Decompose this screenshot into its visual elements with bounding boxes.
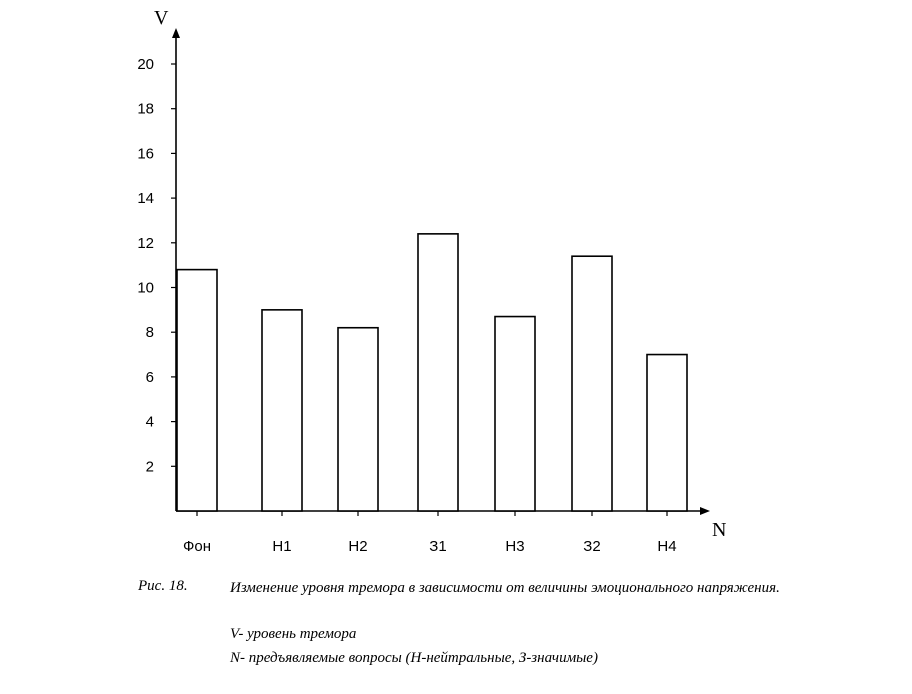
figure-number: Рис. 18. — [138, 578, 188, 594]
x-tick-label: З1 — [429, 538, 447, 555]
x-axis-label: N — [712, 519, 727, 541]
x-tick-label: Фон — [182, 538, 212, 555]
x-tick-label: Н2 — [348, 538, 368, 555]
y-axis-ticks — [137, 56, 176, 475]
bar-3 — [338, 328, 378, 511]
caption-note-n: N- предъявляемые вопросы (Н-нейтральные, З-значимые) — [230, 650, 598, 666]
bar-7 — [647, 355, 687, 511]
x-tick-label: З2 — [583, 538, 601, 555]
x-tick-label: Н3 — [505, 538, 525, 555]
figure-caption: Изменение уровня тремора в зависимости от величины эмоционального напряжения. — [230, 580, 780, 596]
y-axis-label: V — [154, 7, 169, 29]
y-tick-label: 20 — [137, 56, 154, 73]
y-tick-label: 4 — [145, 413, 154, 431]
y-tick-label: 10 — [137, 279, 154, 297]
y-tick-label: 6 — [145, 368, 154, 386]
y-tick-label: 2 — [145, 458, 154, 476]
caption-note-v: V- уровень тремора — [230, 626, 357, 642]
x-axis-tick-labels — [183, 511, 677, 555]
bar-6 — [572, 256, 612, 511]
y-tick-label: 18 — [137, 100, 154, 118]
bar-4 — [418, 234, 458, 511]
x-tick-label: Н4 — [657, 538, 677, 555]
x-axis-arrow — [700, 507, 710, 515]
y-tick-label: 14 — [137, 190, 154, 208]
chart-bars — [177, 234, 687, 511]
bar-2 — [262, 310, 302, 511]
x-tick-label: Н1 — [272, 538, 292, 555]
bar-1 — [177, 270, 217, 511]
y-tick-label: 12 — [137, 234, 154, 252]
y-axis-arrow — [172, 28, 180, 38]
y-tick-label: 16 — [137, 145, 154, 163]
bar-5 — [495, 317, 535, 511]
y-tick-label: 8 — [145, 324, 154, 342]
